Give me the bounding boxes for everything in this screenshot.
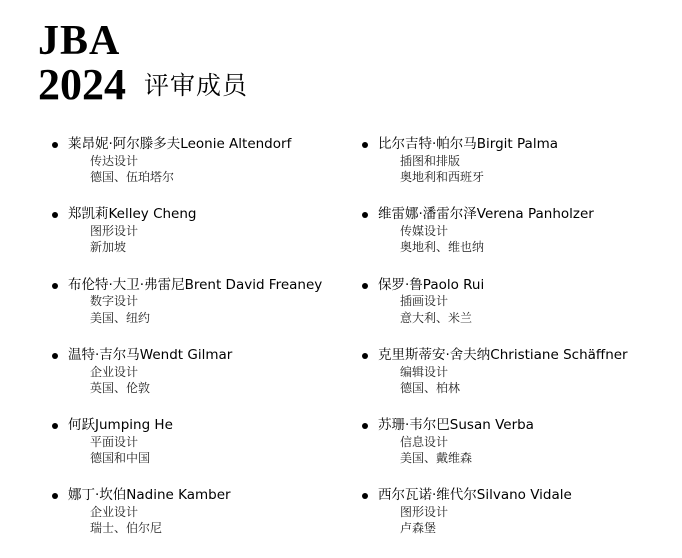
bullet-icon [362,283,368,289]
member-location: 英国、伦敦 [90,380,151,395]
member-name: 克里斯蒂安·舍夫纳Christiane Schäffner [378,346,628,363]
member-name: 比尔吉特·帕尔马Birgit Palma [378,136,559,152]
bullet-icon [52,423,58,429]
list-item [52,277,342,326]
members-column-right [362,136,652,558]
member-name: 苏珊·韦尔巴Susan Verba [378,417,534,433]
members-columns [52,136,652,558]
bullet-icon [52,493,58,499]
member-name: 何跃Jumping He [68,417,173,433]
bullet-icon [52,212,58,218]
member-location: 奥地利和西班牙 [400,170,485,185]
bullet-icon [362,423,368,429]
member-location: 新加坡 [90,240,127,255]
member-role: 企业设计 [90,505,139,520]
member-role: 信息设计 [400,434,449,449]
member-name: 维雷娜·潘雷尔泽Verena Panholzer [378,206,594,223]
list-item [362,277,652,326]
member-name: 温特·吉尔马Wendt Gilmar [68,346,233,363]
member-location: 瑞士、伯尔尼 [90,521,163,536]
list-item [362,487,652,536]
member-name: 保罗·鲁Paolo Rui [378,276,485,293]
page-header [38,18,249,109]
member-name: 娜丁·坎伯Nadine Kamber [68,487,231,504]
member-name: 西尔瓦诺·维代尔Silvano Vidale [378,487,572,504]
bullet-icon [362,493,368,499]
member-role: 数字设计 [90,294,139,309]
logo-text-jba: JBA [38,18,121,64]
bullet-icon [52,142,58,148]
bullet-icon [52,283,58,289]
page-title: 评审成员 [144,70,249,100]
member-role: 传媒设计 [400,224,449,239]
member-location: 美国、纽约 [90,310,151,325]
list-item [52,136,342,185]
list-item [362,417,652,466]
bullet-icon [362,212,368,218]
member-name: 布伦特·大卫·弗雷尼Brent David Freaney [68,276,323,293]
member-role: 插图和排版 [400,153,461,168]
bullet-icon [52,353,58,359]
member-role: 平面设计 [90,434,139,449]
list-item [362,136,652,185]
list-item [52,347,342,396]
bullet-icon [362,353,368,359]
list-item [52,417,342,466]
list-item [52,487,342,536]
member-name: 郑凯莉Kelley Cheng [68,206,197,223]
list-item [362,347,652,396]
member-location: 德国、伍珀塔尔 [90,170,175,185]
jba-logo [38,18,126,109]
member-location: 卢森堡 [400,521,437,536]
list-item [52,206,342,255]
member-location: 德国和中国 [90,451,151,466]
member-role: 图形设计 [90,224,139,239]
member-role: 图形设计 [400,505,449,520]
list-item [362,206,652,255]
logo-text-year: 2024 [38,59,126,109]
member-role: 传达设计 [90,153,139,168]
member-role: 插画设计 [400,294,449,309]
members-column-left [52,136,342,558]
member-location: 意大利、米兰 [400,310,473,325]
member-location: 德国、柏林 [400,380,461,395]
member-location: 奥地利、维也纳 [400,240,485,255]
member-role: 企业设计 [90,364,139,379]
bullet-icon [362,142,368,148]
member-location: 美国、戴维森 [400,451,473,466]
member-name: 莱昂妮·阿尔滕多夫Leonie Altendorf [68,136,292,152]
member-role: 编辑设计 [400,364,449,379]
